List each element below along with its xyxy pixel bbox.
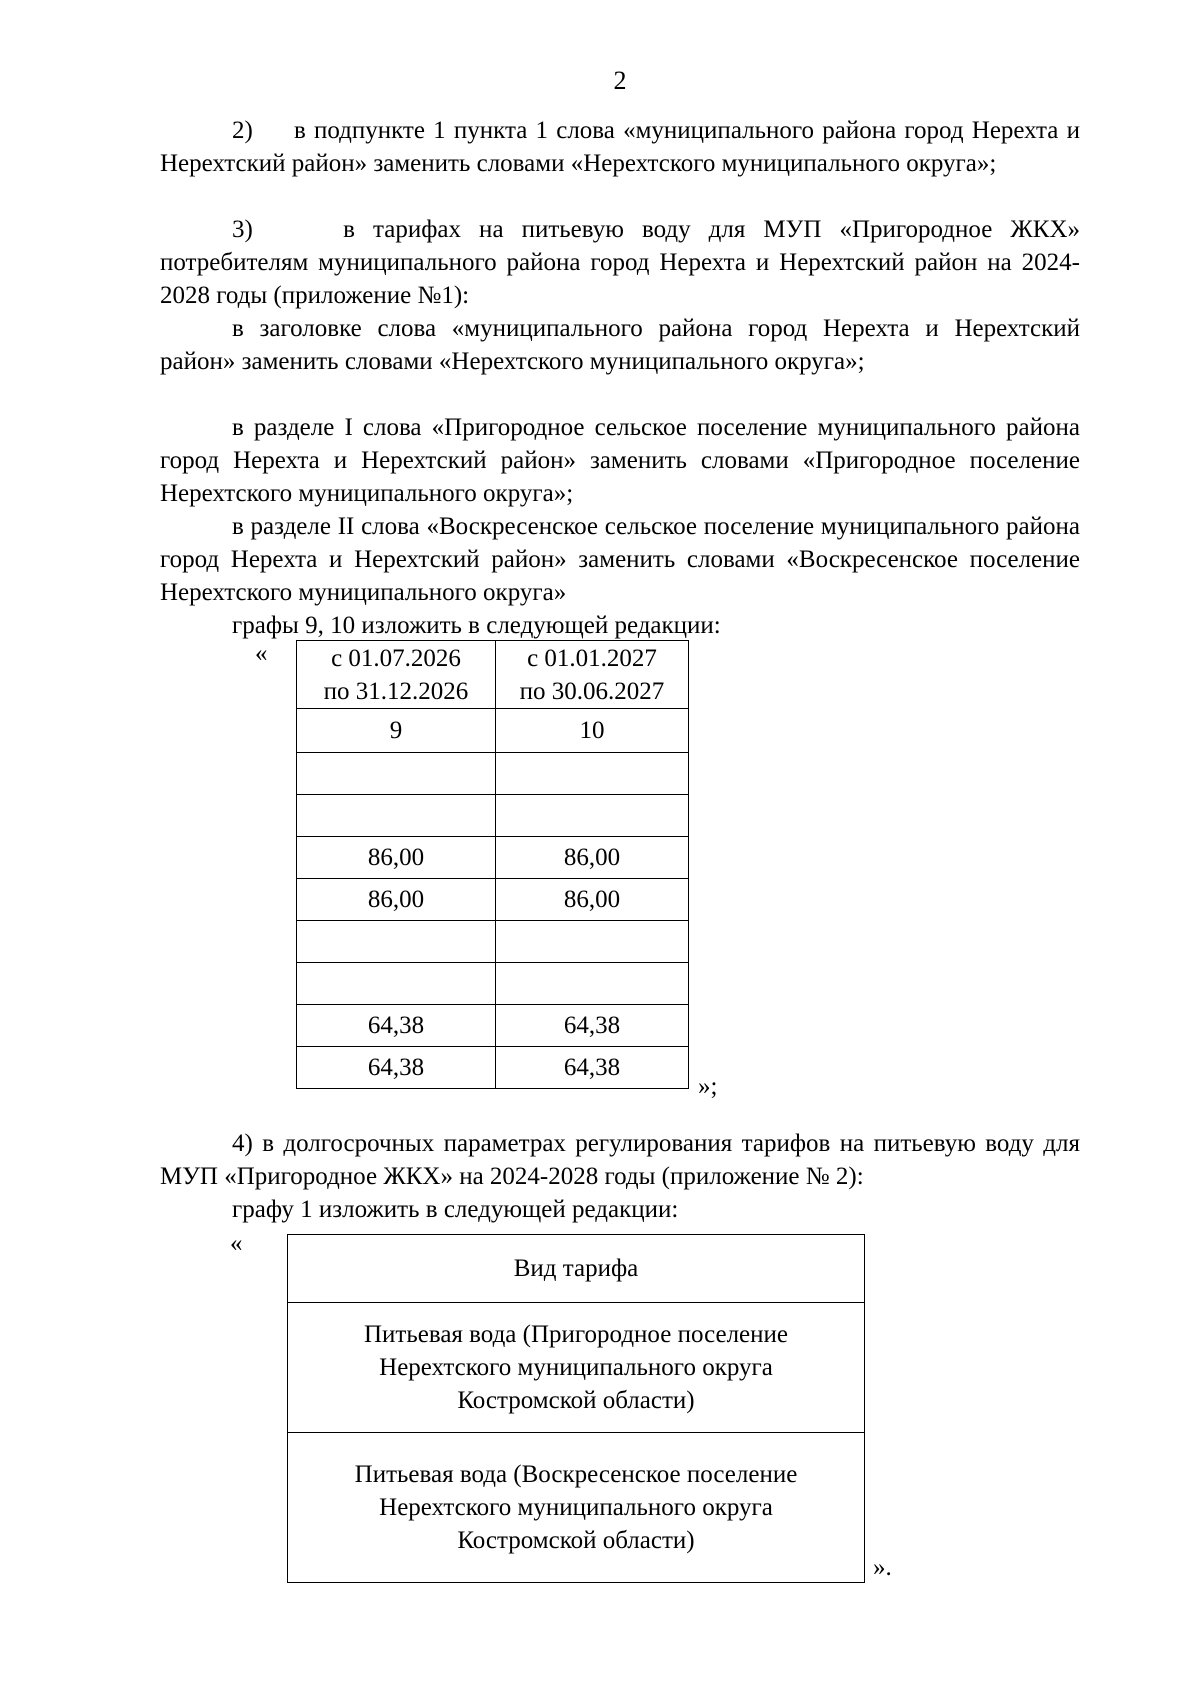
tariff-type-table <box>287 1234 865 1583</box>
table-cell <box>496 795 689 837</box>
paragraph-item-4: 4) в долгосрочных параметрах регулирования тарифов на питьевую воду для МУП «Пригородное ЖКХ» на 2024-2028 годы (приложение № 2): <box>160 1130 1080 1190</box>
table-cell <box>297 753 496 795</box>
table-cell: 64,38 <box>297 1005 496 1047</box>
table-cell: 9 <box>297 709 496 753</box>
table-header-cell: Вид тарифа <box>288 1235 865 1303</box>
table-cell: Питьевая вода (Воскресенское поселение Нерехтского муниципального округа Костромской области) <box>288 1433 865 1583</box>
paragraph-header-rename: в заголовке слова «муниципального района город Нерехта и Нерехтский район» заменить словами «Нерехтского муниципального округа»; <box>160 315 1080 375</box>
table-header-cell-col10: с 01.01.2027 по 30.06.2027 <box>496 641 689 709</box>
table-cell: 10 <box>496 709 689 753</box>
table-cell: 86,00 <box>297 879 496 921</box>
tariff-columns-table <box>296 640 689 1089</box>
table-cell <box>496 753 689 795</box>
table-row <box>288 1303 865 1433</box>
table-row <box>297 1005 689 1047</box>
table-row <box>297 921 689 963</box>
table-row <box>297 795 689 837</box>
table-cell <box>496 963 689 1005</box>
table-row <box>297 753 689 795</box>
table-row <box>297 963 689 1005</box>
table-row <box>297 879 689 921</box>
table-cell: 86,00 <box>496 879 689 921</box>
table-cell <box>297 963 496 1005</box>
table-cell: 64,38 <box>496 1047 689 1089</box>
table-column-number-row <box>297 709 689 753</box>
table-cell <box>297 795 496 837</box>
table-cell <box>297 921 496 963</box>
table1-quote-close: »; <box>698 1073 718 1100</box>
paragraph-item-2: 2) в подпункте 1 пункта 1 слова «муниципального района город Нерехта и Нерехтский район» заменить словами «Нерехтского муниципального округа»; <box>160 117 1080 177</box>
table2-quote-open: « <box>230 1230 243 1257</box>
table2-quote-close: ». <box>873 1554 892 1581</box>
paragraph-section-2-rename: в разделе II слова «Воскресенское сельское поселение муниципального района город Нерехта и Нерехтский район» заменить словами «Воскресенское поселение Нерехтского муниципального округа» <box>160 513 1080 606</box>
table1-quote-open: « <box>255 640 268 667</box>
table-cell <box>496 921 689 963</box>
page-number: 2 <box>613 66 627 95</box>
table-cell: Питьевая вода (Пригородное поселение Нерехтского муниципального округа Костромской области) <box>288 1303 865 1433</box>
table-cell: 64,38 <box>297 1047 496 1089</box>
table-header-row <box>297 641 689 709</box>
table-header-row <box>288 1235 865 1303</box>
paragraph-section-1-rename: в разделе I слова «Пригородное сельское поселение муниципального района город Нерехта и Нерехтский район» заменить словами «Пригородное поселение Нерехтского муниципального округа»; <box>160 414 1080 507</box>
paragraph-column1-intro: графу 1 изложить в следующей редакции: <box>232 1196 679 1223</box>
table-row <box>297 1047 689 1089</box>
table-row <box>288 1433 865 1583</box>
table-cell: 64,38 <box>496 1005 689 1047</box>
table-cell: 86,00 <box>496 837 689 879</box>
paragraph-columns-intro: графы 9, 10 изложить в следующей редакции: <box>232 612 721 639</box>
table-cell: 86,00 <box>297 837 496 879</box>
paragraph-item-3: 3) в тарифах на питьевую воду для МУП «Пригородное ЖКХ» потребителям муниципального района город Нерехта и Нерехтский район на 2024-2028 годы (приложение №1): <box>160 216 1080 309</box>
table-row <box>297 837 689 879</box>
table-header-cell-col9: с 01.07.2026 по 31.12.2026 <box>297 641 496 709</box>
